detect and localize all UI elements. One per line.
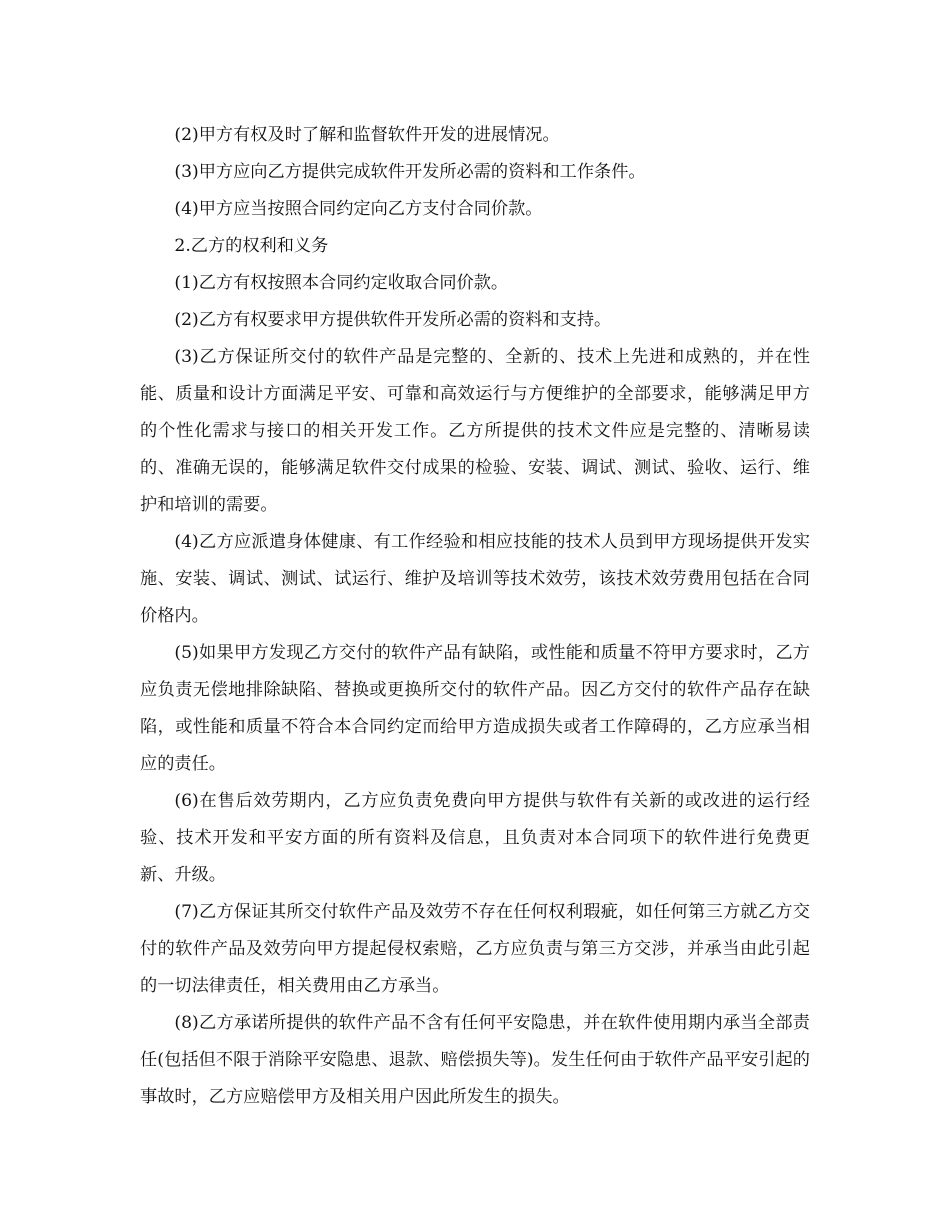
- paragraph-b4: (4)乙方应派遣身体健康、有工作经验和相应技能的技术人员到甲方现场提供开发实施、安装、调试、测试、试运行、维护及培训等技术效劳，该技术效劳费用包括在合同价格内。: [140, 532, 810, 626]
- paragraph-b6: (6)在售后效劳期内，乙方应负责免费向甲方提供与软件有关新的或改进的运行经验、技术开发和平安方面的所有资料及信息，且负责对本合同项下的软件进行免费更新、升级。: [140, 791, 810, 885]
- section-heading-party-b: 2.乙方的权利和义务: [174, 236, 329, 256]
- paragraph-b5: (5)如果甲方发现乙方交付的软件产品有缺陷，或性能和质量不符甲方要求时，乙方应负责无偿地排除缺陷、替换或更换所交付的软件产品。因乙方交付的软件产品存在缺陷，或性能和质量不符合本合同约定而给甲方造成损失或者工作障碍的，乙方应承当相应的责任。: [140, 643, 810, 774]
- paragraph-b7: (7)乙方保证其所交付软件产品及效劳不存在任何权利瑕疵，如任何第三方就乙方交付的软件产品及效劳向甲方提起侵权索赔，乙方应负责与第三方交涉，并承当由此引起的一切法律责任，相关费用由乙方承当。: [140, 902, 810, 996]
- paragraph-b1: (1)乙方有权按照本合同约定收取合同价款。: [174, 273, 509, 293]
- document-body: [140, 117, 810, 1116]
- paragraph-b8: (8)乙方承诺所提供的软件产品不含有任何平安隐患，并在软件使用期内承当全部责任(包括但不限于消除平安隐患、退款、赔偿损失等)。发生任何由于软件产品平安引起的事故时，乙方应赔偿甲方及相关用户因此所发生的损失。: [140, 1013, 810, 1107]
- paragraph-b3: (3)乙方保证所交付的软件产品是完整的、全新的、技术上先进和成熟的，并在性能、质量和设计方面满足平安、可靠和高效运行与方便维护的全部要求，能够满足甲方的个性化需求与接口的相关开发工作。乙方所提供的技术文件应是完整的、清晰易读的、准确无误的，能够满足软件交付成果的检验、安装、调试、测试、验收、运行、维护和培训的需要。: [140, 347, 810, 515]
- paragraph-a4: (4)甲方应当按照合同约定向乙方支付合同价款。: [174, 199, 543, 219]
- paragraph-a2: (2)甲方有权及时了解和监督软件开发的进展情况。: [174, 125, 560, 145]
- paragraph-a3: (3)甲方应向乙方提供完成软件开发所必需的资料和工作条件。: [174, 162, 646, 182]
- paragraph-b2: (2)乙方有权要求甲方提供软件开发所必需的资料和支持。: [174, 310, 612, 330]
